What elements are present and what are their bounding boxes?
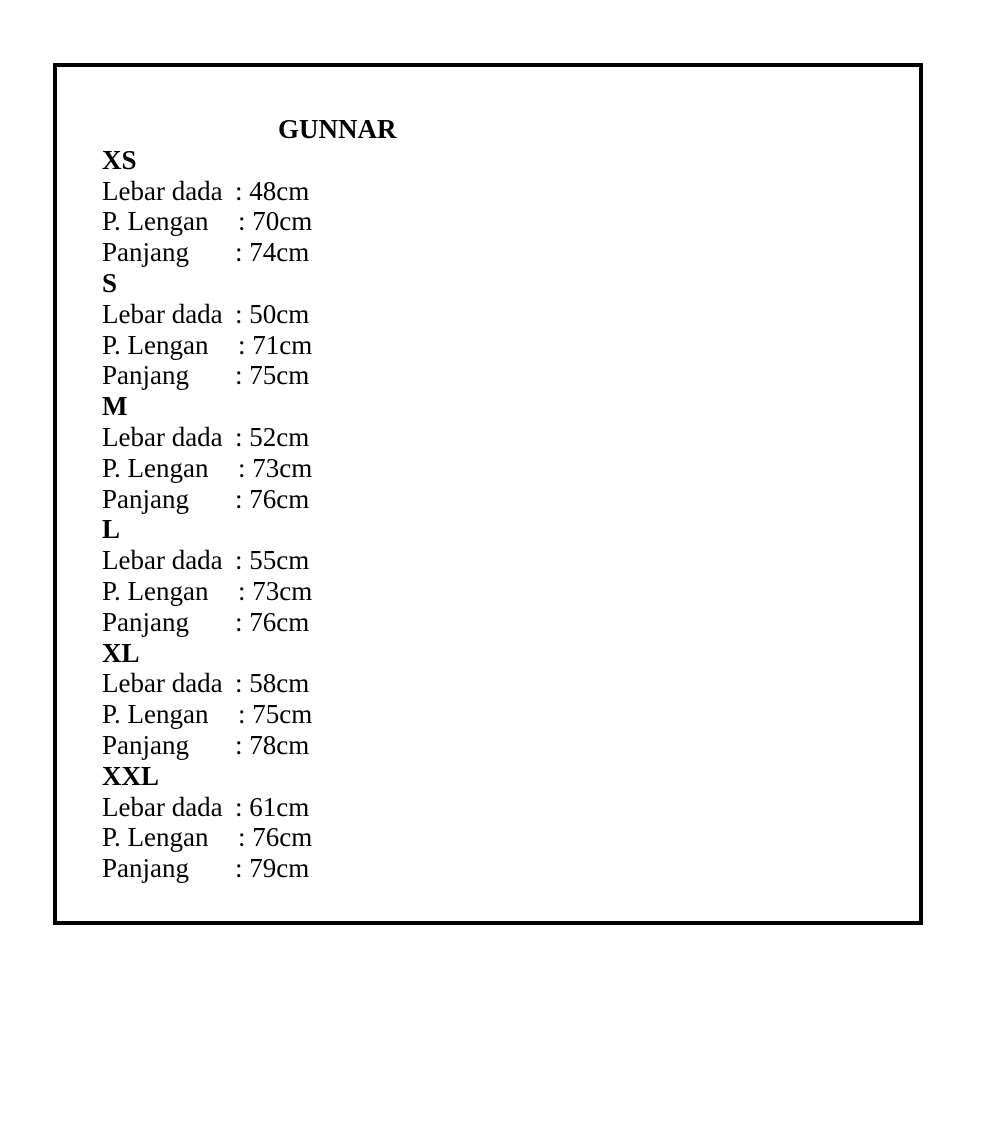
separator: : [238, 699, 253, 730]
separator: : [238, 822, 253, 853]
size-label: S [102, 267, 118, 298]
measurement-value: 75cm [252, 699, 313, 730]
measurement-row-panjang [102, 730, 397, 761]
separator: : [235, 483, 250, 514]
size-label: XXL [102, 760, 160, 791]
separator: : [235, 606, 250, 637]
measurement-value: 78cm [249, 729, 310, 760]
measurement-value: 61cm [249, 791, 310, 822]
measurement-row-lebar-dada [102, 422, 397, 453]
size-block-s [102, 268, 397, 391]
measurement-label: Lebar dada [102, 668, 223, 699]
measurement-row-lebar-dada [102, 545, 397, 576]
measurement-label: Panjang [102, 360, 189, 391]
separator: : [235, 298, 250, 329]
measurement-label: P. Lengan [102, 329, 209, 360]
measurement-value: 58cm [249, 668, 310, 699]
measurement-row-panjang [102, 607, 397, 638]
measurement-label: Panjang [102, 483, 189, 514]
measurement-row-lebar-dada [102, 299, 397, 330]
measurement-value: 75cm [249, 360, 310, 391]
measurement-label: Panjang [102, 729, 189, 760]
separator: : [235, 421, 250, 452]
measurement-value: 76cm [249, 483, 310, 514]
measurement-row-panjang [102, 484, 397, 515]
separator: : [235, 729, 250, 760]
separator: : [238, 329, 253, 360]
measurement-row-panjang-lengan [102, 330, 397, 361]
measurement-value: 73cm [252, 452, 313, 483]
measurement-label: Panjang [102, 606, 189, 637]
measurement-value: 50cm [249, 298, 310, 329]
measurement-value: 55cm [249, 545, 310, 576]
size-chart [102, 114, 397, 884]
separator: : [238, 206, 253, 237]
size-block-xl [102, 638, 397, 761]
measurement-label: P. Lengan [102, 822, 209, 853]
measurement-label: Lebar dada [102, 545, 223, 576]
separator: : [235, 237, 250, 268]
measurement-row-lebar-dada [102, 792, 397, 823]
separator: : [235, 175, 250, 206]
measurement-row-lebar-dada [102, 668, 397, 699]
measurement-label: Lebar dada [102, 421, 223, 452]
product-title: GUNNAR [278, 114, 397, 144]
size-block-l [102, 514, 397, 637]
separator: : [235, 545, 250, 576]
measurement-label: Lebar dada [102, 298, 223, 329]
size-block-m [102, 391, 397, 514]
measurement-value: 74cm [249, 237, 310, 268]
measurement-value: 76cm [249, 606, 310, 637]
measurement-value: 79cm [249, 853, 310, 884]
size-label: M [102, 391, 128, 422]
measurement-row-panjang [102, 853, 397, 884]
measurement-label: P. Lengan [102, 452, 209, 483]
separator: : [238, 575, 253, 606]
measurement-value: 71cm [252, 329, 313, 360]
measurement-label: P. Lengan [102, 575, 209, 606]
size-label: XL [102, 637, 140, 668]
measurement-row-lebar-dada [102, 176, 397, 207]
size-block-xxl [102, 761, 397, 884]
measurement-row-panjang-lengan [102, 822, 397, 853]
separator: : [235, 668, 250, 699]
size-label: XS [102, 144, 137, 175]
measurement-label: Lebar dada [102, 175, 223, 206]
measurement-label: Panjang [102, 237, 189, 268]
measurement-value: 73cm [252, 575, 313, 606]
size-label: L [102, 514, 121, 545]
measurement-row-panjang-lengan [102, 576, 397, 607]
separator: : [235, 853, 250, 884]
measurement-value: 48cm [249, 175, 310, 206]
separator: : [238, 452, 253, 483]
measurement-value: 70cm [252, 206, 313, 237]
measurement-value: 52cm [249, 421, 310, 452]
measurement-label: Panjang [102, 853, 189, 884]
measurement-label: P. Lengan [102, 699, 209, 730]
measurement-label: Lebar dada [102, 791, 223, 822]
separator: : [235, 791, 250, 822]
measurement-row-panjang [102, 360, 397, 391]
measurement-row-panjang [102, 237, 397, 268]
measurement-value: 76cm [252, 822, 313, 853]
measurement-row-panjang-lengan [102, 699, 397, 730]
measurement-row-panjang-lengan [102, 453, 397, 484]
measurement-label: P. Lengan [102, 206, 209, 237]
size-block-xs [102, 145, 397, 268]
measurement-row-panjang-lengan [102, 206, 397, 237]
separator: : [235, 360, 250, 391]
